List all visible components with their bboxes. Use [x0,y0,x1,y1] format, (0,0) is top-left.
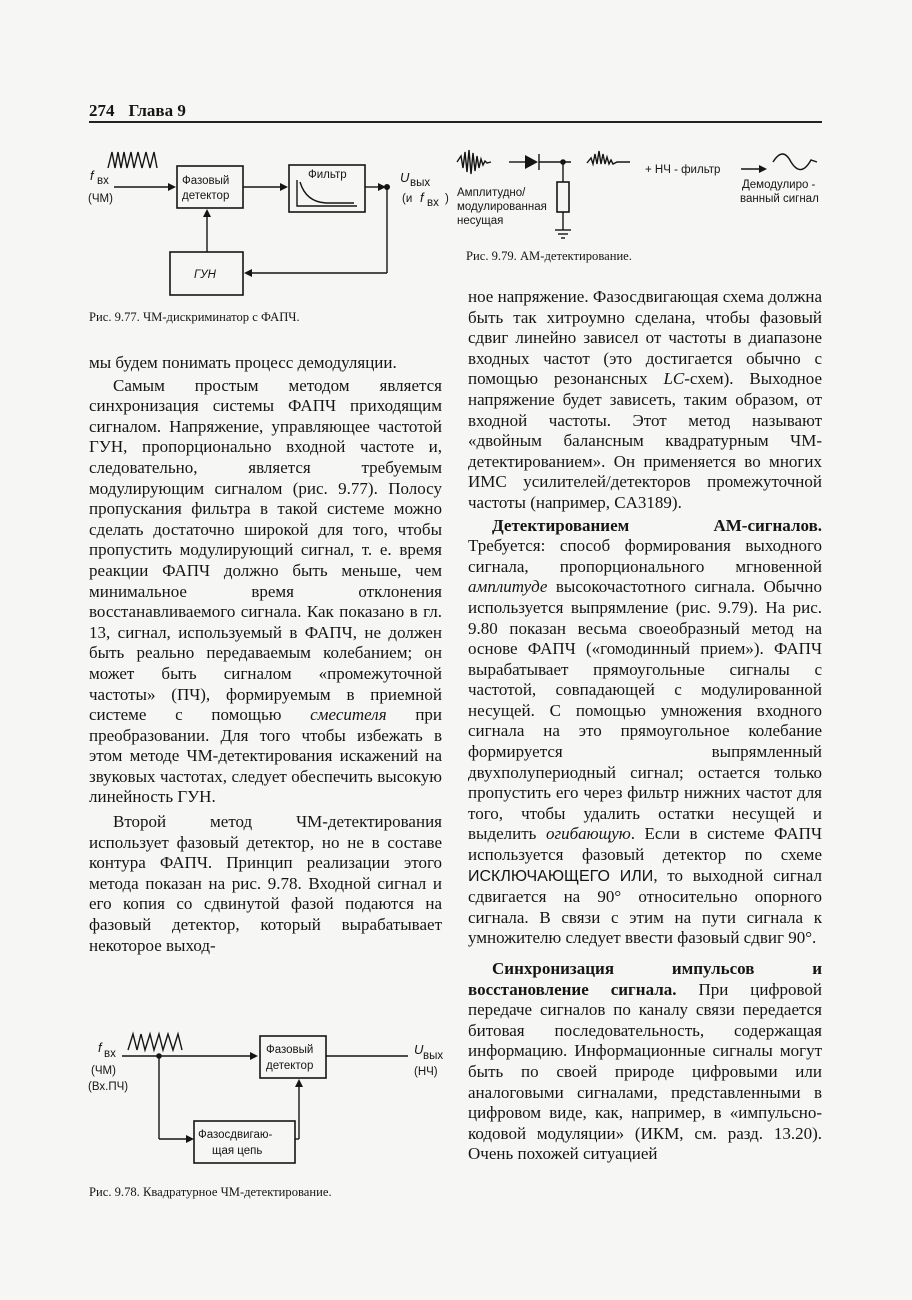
fig78-pd-line2: детектор [266,1060,314,1072]
left-paragraph-1: мы будем понимать процесс демодуляции. [89,353,397,372]
fig79-lpf-label: + НЧ - фильтр [645,164,721,176]
fig77-input-f: f [90,168,94,183]
fig77-pd-line2: детектор [182,190,230,202]
fig79-in-line3: несущая [457,215,504,227]
page-number: 274 [89,101,115,120]
xor-term: ИСКЛЮЧАЮЩЕГО ИЛИ [468,867,654,885]
fig78-pd-line1: Фазовый [266,1044,314,1056]
right-paragraph-1: ное напряжение. Фазосдвигающая схема должна быть так хитроумно сделана, чтобы фазовый сдвиг линейно зависел от частоты в диапазоне входных частот (это достигается обычно с помощью резонансных LC-схем). Выходное напряжение будет зависеть, таким образом, от входной частоты. Этот метод называют «двойным балансным квадратурным ЧМ-детектированием». Он применяется во многих ИМС усилителей/детекторов промежуточной частоты (например, CA3189). [468,287,823,512]
diode-icon [525,155,538,169]
fig77-vco-label: ГУН [194,269,216,281]
page-header [89,101,186,121]
resistor-icon [557,182,569,212]
fig77-out-paren: (и [402,193,413,205]
fig79-in-line1: Амплитудно/ [457,187,526,199]
fig77-out-close: ) [445,193,449,205]
fig77-out-u: U [400,170,410,185]
fig79-out-line2: ванный сигнал [740,193,819,205]
rectified-signal-icon [587,151,630,164]
fig78-input-f: f [98,1040,102,1055]
figure-9-77-caption: Рис. 9.77. ЧМ-дискриминатор с ФАПЧ. [89,310,300,324]
fig78-input-fm: (ЧМ) [91,1065,116,1077]
fig78-ps-line1: Фазосдвигаю- [198,1129,273,1141]
fm-waveform-icon [108,152,157,168]
fig77-input-fm: (ЧМ) [88,193,113,205]
left-paragraph-2: Самым простым методом является синхронизация системы ФАПЧ приходящим сигналом. Напряжение, управляющее частотой ГУН, пропорционально входной частоте и, следовательно, является требуемым модулирующим сигналом (рис. 9.77). Полосу пропускания фильтра в такой системе можно сделать достаточно широкой для того, чтобы пропустить модулирующий сигнал, т. е. время реакции ФАПЧ должно быть меньше, чем минимальное время отклонения восстанавливаемого сигнала. Как показано в гл. 13, сигнал, используемый в ФАПЧ, не должен быть реально передаваемым колебанием; он может быть сигналом «промежуточной частоты» (ПЧ), формируемым в приемной системе с помощью смесителя при преобразовании. Для того чтобы избежать в этом методе ЧМ-детектирования искажений на звуковых частотах, следует обеспечить высокую линейность ГУН. [89,375,443,807]
filter-response-icon [297,180,357,206]
fig79-in-line2: модулированная [457,201,547,213]
fig77-out-f: f [420,190,424,205]
left-text-column [89,353,442,956]
right-paragraph-2: Детектированием АМ-сигналов. Требуется: способ формирования выходного сигнала, пропорционального мгновенной амплитуде высокочастотного сигнала. Обычно используется выпрямление (рис. 9.79). На рис. 9.80 показан весьма своеобразный метод на основе ФАПЧ («гомодинный прием»). ФАПЧ вырабатывает прямоугольные сигналы с частотой, совпадающей с модулированной несущей. С помощью умножения входного сигнала на это прямоугольное колебание формируется выпрямленный двухполупериодный сигнал; остается только пропустить его через фильтр нижних частот для того, чтобы удалить остатки несущей и выделить огибающую. Если в системе ФАПЧ используется фазовый детектор по схеме ИСКЛЮЧАЮЩЕГО ИЛИ, то выходной сигнал сдвигается на 90° относительно опорного сигнала. В связи с этим на пути сигнала к умножителю следует ввести фазовый сдвиг 90°. [468,515,823,948]
right-paragraph-3: Синхронизация импульсов и восстановление сигнала. При цифровой передаче сигналов по каналу связи передается битовая последовательность, содержащая информацию. Информационные сигналы могут быть по своей природе цифровыми или аналоговыми сигналами, представленными в цифровом виде, как, например, в «импульсно-кодовой модуляции» (ИКМ, см. разд. 13.20). Очень похожей ситуацией [468,959,822,1164]
fm-waveform-icon [128,1034,182,1050]
fig77-input-sub: вх [97,175,109,187]
figure-9-79-caption: Рис. 9.79. АМ-детектирование. [466,249,632,263]
fig77-out-sub: вых [410,177,431,189]
fig78-out-sub: вых [423,1050,444,1062]
fig78-input-sub: вх [104,1048,116,1060]
chapter-title: Глава 9 [128,101,186,120]
fig79-out-line1: Демодулиро - [742,179,816,191]
fig77-pd-line1: Фазовый [182,175,230,187]
figure-9-77-diagram [86,140,456,305]
figure-9-79-diagram [455,142,825,247]
left-paragraph-3: Второй метод ЧМ-детектирования использует фазовый детектор, но не в составе контура ФАПЧ. Принцип реализации этого метода показан на рис. 9.78. Входной сигнал и его копия со сдвинутой фазой подаются на фазовый детектор, который вырабатывает некоторое выход- [89,812,442,955]
envelope-signal-icon [773,154,817,170]
fig78-out-lf: (НЧ) [414,1066,438,1078]
header-rule [89,121,822,123]
fig78-out-u: U [414,1042,424,1057]
fig78-input-if: (Вх.ПЧ) [88,1081,129,1093]
fig78-ps-line2: щая цепь [212,1145,263,1157]
fig77-filter-label: Фильтр [308,169,347,181]
fig77-out-fsub: вх [427,197,439,209]
am-signal-icon [457,150,491,174]
right-text-column [468,287,822,1165]
figure-9-78-caption: Рис. 9.78. Квадратурное ЧМ-детектирование. [89,1185,332,1199]
figure-9-78-diagram [86,1028,446,1178]
